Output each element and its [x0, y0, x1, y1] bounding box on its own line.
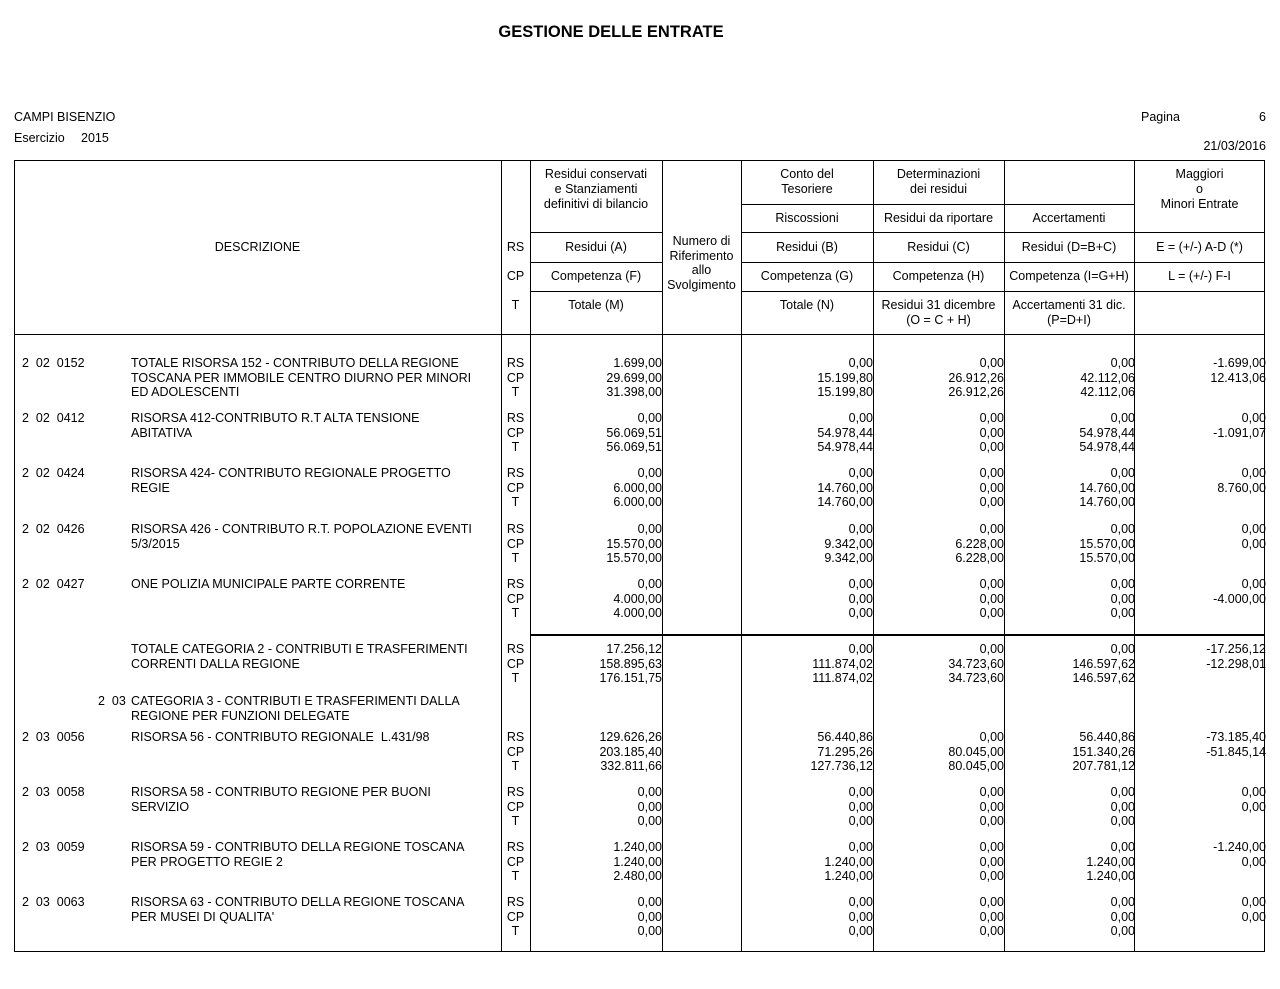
row-value-b: 0,00	[848, 411, 873, 425]
row-value-b: 0,00	[848, 799, 873, 814]
row-type-label: T	[511, 606, 520, 621]
header-rule	[741, 204, 1134, 205]
row-type-label: RS	[506, 356, 525, 370]
row-description: PER PROGETTO REGIE 2	[131, 854, 283, 869]
row-value-e: -1.699,00	[1213, 356, 1266, 370]
row-description: TOTALE CATEGORIA 2 - CONTRIBUTI E TRASFERIMENTI	[131, 642, 468, 656]
header-line: definitivi di bilancio	[543, 197, 649, 211]
row-value-d: 56.440,86	[1079, 730, 1135, 744]
header-line: Riferimento	[669, 248, 734, 263]
row-type-label: T	[511, 440, 520, 455]
row-value-c: 80.045,00	[948, 744, 1004, 759]
row-type-label: T	[511, 924, 520, 939]
row-value-a: 2.480,00	[613, 869, 662, 884]
row-value-c: 0,00	[979, 591, 1004, 606]
row-description: REGIE	[131, 480, 170, 495]
row-value-b: 15.199,80	[817, 370, 873, 385]
row-value-a: 0,00	[637, 814, 662, 829]
row-value-b: 56.440,86	[817, 730, 873, 744]
row-type-label: RS	[506, 895, 525, 909]
row-value-e: -4.000,00	[1213, 591, 1266, 606]
row-value-b: 0,00	[848, 577, 873, 591]
row-value-a: 0,00	[637, 895, 662, 909]
header-cp: CP	[506, 269, 525, 283]
header-rule	[741, 232, 1265, 233]
row-value-b: 14.760,00	[817, 495, 873, 510]
row-value-d: 1.240,00	[1086, 869, 1135, 884]
row-description: RISORSA 63 - CONTRIBUTO DELLA REGIONE TOSCANA	[131, 895, 465, 909]
header-formula-e: E = (+/-) A-D (*)	[1156, 240, 1243, 254]
row-value-c: 0,00	[979, 840, 1004, 854]
row-value-b: 1.240,00	[824, 869, 873, 884]
header-rule	[530, 262, 662, 263]
header-line: Residui 31 dicembre	[881, 298, 996, 312]
row-type-label: CP	[506, 909, 525, 924]
row-value-e: 0,00	[1241, 799, 1266, 814]
row-type-label: CP	[506, 799, 525, 814]
row-value-c: 0,00	[979, 577, 1004, 591]
header-line: Tesoriere	[781, 182, 833, 196]
row-type-label: CP	[506, 591, 525, 606]
row-code: 2 03 0056	[22, 730, 85, 744]
row-type-label: T	[511, 385, 520, 400]
header-line: o	[1196, 182, 1203, 196]
header-line: (P=D+I)	[1047, 313, 1091, 327]
row-value-c: 0,00	[979, 606, 1004, 621]
header-totale-m: Totale (M)	[568, 298, 624, 312]
row-type-label: RS	[506, 730, 525, 744]
header-line: dei residui	[910, 182, 967, 196]
category-title-line: CATEGORIA 3 - CONTRIBUTI E TRASFERIMENTI DALLA	[131, 694, 460, 708]
row-type-label: T	[511, 551, 520, 566]
row-value-c: 0,00	[979, 466, 1004, 480]
row-value-d: 54.978,44	[1079, 440, 1135, 455]
header-competenza-i: Competenza (I=G+H)	[1009, 269, 1129, 283]
header-bottom-rule	[14, 334, 1265, 335]
row-value-c: 0,00	[979, 730, 1004, 744]
row-description: ED ADOLESCENTI	[131, 385, 240, 400]
row-value-b: 9.342,00	[824, 536, 873, 551]
row-type-label: CP	[506, 656, 525, 671]
row-value-d: 0,00	[1110, 577, 1135, 591]
row-code: 2 02 0427	[22, 577, 85, 591]
row-value-e: -17.256,12	[1206, 642, 1266, 656]
row-value-d: 146.597,62	[1072, 671, 1135, 686]
row-value-b: 1.240,00	[824, 854, 873, 869]
row-value-d: 0,00	[1110, 924, 1135, 939]
row-value-b: 111.874,02	[812, 656, 873, 671]
row-value-a: 4.000,00	[613, 606, 662, 621]
row-value-a: 332.811,66	[600, 759, 662, 774]
exercise-year: 2015	[81, 131, 109, 145]
row-value-d: 0,00	[1110, 840, 1135, 854]
report-date: 21/03/2016	[1203, 139, 1266, 153]
row-type-label: RS	[506, 577, 525, 591]
category-title-line: REGIONE PER FUNZIONI DELEGATE	[131, 708, 350, 723]
row-value-e: 0,00	[1241, 411, 1266, 425]
row-value-e: -12.298,01	[1206, 656, 1266, 671]
row-description: CORRENTI DALLA REGIONE	[131, 656, 300, 671]
header-formula-l: L = (+/-) F-I	[1168, 269, 1231, 283]
row-value-a: 15.570,00	[606, 536, 662, 551]
row-value-c: 34.723,60	[948, 656, 1004, 671]
header-maggiori-minori	[1134, 167, 1265, 212]
row-description: RISORSA 424- CONTRIBUTO REGIONALE PROGETTO	[131, 466, 451, 480]
header-residui-31	[873, 298, 1004, 328]
row-value-b: 0,00	[848, 522, 873, 536]
total-rule	[530, 634, 1265, 636]
row-value-a: 56.069,51	[606, 440, 662, 455]
header-accertamenti-31	[1004, 298, 1134, 328]
row-value-d: 0,00	[1110, 411, 1135, 425]
row-type-label: T	[511, 869, 520, 884]
row-description: 5/3/2015	[131, 536, 180, 551]
row-value-a: 1.240,00	[613, 854, 662, 869]
row-description: RISORSA 412-CONTRIBUTO R.T ALTA TENSIONE	[131, 411, 420, 425]
row-value-c: 0,00	[979, 869, 1004, 884]
row-code: 2 02 0424	[22, 466, 85, 480]
row-description: RISORSA 56 - CONTRIBUTO REGIONALE L.431/98	[131, 730, 430, 744]
row-value-e: 0,00	[1241, 854, 1266, 869]
row-value-a: 0,00	[637, 909, 662, 924]
row-code: 2 02 0426	[22, 522, 85, 536]
header-line: Minori Entrate	[1160, 197, 1239, 211]
page-number: 6	[1259, 110, 1266, 124]
row-type-label: RS	[506, 411, 525, 425]
row-value-e: 0,00	[1241, 785, 1266, 799]
header-numero-riferimento	[662, 234, 741, 292]
row-value-b: 9.342,00	[824, 551, 873, 566]
row-value-d: 0,00	[1110, 785, 1135, 799]
row-value-a: 1.240,00	[613, 840, 662, 854]
row-value-b: 0,00	[848, 909, 873, 924]
header-conto-tesoriere	[741, 167, 873, 197]
row-value-d: 0,00	[1110, 799, 1135, 814]
row-value-d: 207.781,12	[1072, 759, 1135, 774]
row-value-e: -1.091,07	[1213, 425, 1266, 440]
header-rule	[741, 262, 1265, 263]
row-code: 2 03 0063	[22, 895, 85, 909]
row-value-b: 0,00	[848, 466, 873, 480]
row-value-c: 34.723,60	[948, 671, 1004, 686]
header-t: T	[511, 298, 520, 312]
row-description: TOTALE RISORSA 152 - CONTRIBUTO DELLA REGIONE	[131, 356, 459, 370]
row-value-a: 17.256,12	[606, 642, 662, 656]
row-value-c: 0,00	[979, 799, 1004, 814]
header-rule	[741, 291, 1265, 292]
header-residui-conservati	[530, 167, 662, 212]
row-value-d: 15.570,00	[1079, 551, 1135, 566]
row-value-d: 14.760,00	[1079, 495, 1135, 510]
row-value-a: 0,00	[637, 411, 662, 425]
row-value-a: 0,00	[637, 924, 662, 939]
row-value-b: 54.978,44	[817, 440, 873, 455]
row-value-e: 0,00	[1241, 895, 1266, 909]
row-value-c: 0,00	[979, 522, 1004, 536]
row-value-b: 127.736,12	[810, 759, 873, 774]
page-label: Pagina	[1141, 110, 1180, 124]
row-description: RISORSA 426 - CONTRIBUTO R.T. POPOLAZIONE EVENTI	[131, 522, 472, 536]
row-code: 2 02 0152	[22, 356, 85, 370]
row-value-c: 6.228,00	[955, 536, 1004, 551]
row-value-e: -51.845,14	[1206, 744, 1266, 759]
header-line: (O = C + H)	[906, 313, 971, 327]
category-code: 2 03	[98, 694, 126, 708]
row-value-e: 0,00	[1241, 909, 1266, 924]
row-description: ONE POLIZIA MUNICIPALE PARTE CORRENTE	[131, 577, 406, 591]
row-value-d: 0,00	[1110, 606, 1135, 621]
row-code: 2 03 0058	[22, 785, 85, 799]
header-residui-c: Residui (C)	[907, 240, 970, 254]
row-value-e: 12.413,06	[1210, 370, 1266, 385]
row-value-d: 42.112,06	[1080, 370, 1135, 385]
header-rule	[530, 291, 662, 292]
row-value-e: -73.185,40	[1206, 730, 1266, 744]
row-value-d: 54.978,44	[1079, 425, 1135, 440]
row-value-d: 1.240,00	[1086, 854, 1135, 869]
row-value-c: 0,00	[979, 495, 1004, 510]
row-value-b: 0,00	[848, 924, 873, 939]
row-value-d: 0,00	[1110, 466, 1135, 480]
header-competenza-f: Competenza (F)	[550, 269, 642, 283]
row-description: SERVIZIO	[131, 799, 190, 814]
row-description: RISORSA 59 - CONTRIBUTO DELLA REGIONE TOSCANA	[131, 840, 465, 854]
row-value-a: 29.699,00	[606, 370, 662, 385]
row-value-a: 0,00	[637, 799, 662, 814]
header-descrizione: DESCRIZIONE	[214, 240, 301, 254]
row-value-b: 15.199,80	[817, 385, 873, 400]
header-line: Svolgimento	[667, 277, 736, 292]
header-line: Determinazioni	[896, 167, 981, 181]
row-value-c: 26.912,26	[948, 370, 1004, 385]
row-value-b: 111.874,02	[812, 671, 873, 686]
header-residui-b: Residui (B)	[776, 240, 838, 254]
row-value-a: 4.000,00	[613, 591, 662, 606]
row-value-c: 0,00	[979, 440, 1004, 455]
row-value-d: 0,00	[1110, 642, 1135, 656]
row-value-d: 151.340,26	[1072, 744, 1135, 759]
row-type-label: CP	[506, 744, 525, 759]
row-value-c: 0,00	[979, 642, 1004, 656]
row-type-label: RS	[506, 642, 525, 656]
page-title: GESTIONE DELLE ENTRATE	[498, 23, 724, 41]
row-value-a: 31.398,00	[606, 385, 662, 400]
row-description: ABITATIVA	[131, 425, 193, 440]
row-value-a: 56.069,51	[606, 425, 662, 440]
row-value-a: 6.000,00	[613, 480, 662, 495]
row-value-c: 0,00	[979, 411, 1004, 425]
row-value-b: 0,00	[848, 591, 873, 606]
header-residui-da-riportare: Residui da riportare	[883, 211, 994, 225]
row-code: 2 03 0059	[22, 840, 85, 854]
row-value-d: 0,00	[1110, 814, 1135, 829]
row-value-b: 0,00	[848, 785, 873, 799]
header-residui-a: Residui (A)	[565, 240, 627, 254]
row-type-label: CP	[506, 536, 525, 551]
row-type-label: CP	[506, 854, 525, 869]
row-value-a: 0,00	[637, 522, 662, 536]
entity-name: CAMPI BISENZIO	[14, 110, 116, 124]
row-value-d: 14.760,00	[1079, 480, 1135, 495]
row-type-label: T	[511, 495, 520, 510]
row-value-d: 15.570,00	[1079, 536, 1135, 551]
row-value-c: 0,00	[979, 924, 1004, 939]
row-value-d: 0,00	[1110, 909, 1135, 924]
row-value-d: 0,00	[1110, 591, 1135, 606]
header-line: Accertamenti 31 dic.	[1012, 298, 1126, 312]
row-value-d: 42.112,06	[1080, 385, 1135, 400]
row-value-c: 80.045,00	[948, 759, 1004, 774]
row-value-c: 0,00	[979, 895, 1004, 909]
row-value-c: 0,00	[979, 785, 1004, 799]
row-type-label: CP	[506, 370, 525, 385]
row-value-a: 203.185,40	[599, 744, 662, 759]
row-value-b: 0,00	[848, 606, 873, 621]
exercise-label: Esercizio	[14, 131, 65, 145]
row-value-c: 0,00	[979, 425, 1004, 440]
row-value-c: 26.912,26	[948, 385, 1004, 400]
row-value-b: 0,00	[848, 895, 873, 909]
row-value-b: 71.295,26	[817, 744, 873, 759]
header-competenza-h: Competenza (H)	[892, 269, 985, 283]
header-accertamenti: Accertamenti	[1032, 211, 1106, 225]
row-value-a: 129.626,26	[599, 730, 662, 744]
row-type-label: T	[511, 671, 520, 686]
row-value-d: 0,00	[1110, 895, 1135, 909]
row-value-e: 0,00	[1241, 577, 1266, 591]
row-value-b: 0,00	[848, 356, 873, 370]
row-value-d: 146.597,62	[1072, 656, 1135, 671]
row-type-label: RS	[506, 522, 525, 536]
row-value-a: 158.895,63	[599, 656, 662, 671]
row-type-label: RS	[506, 840, 525, 854]
row-value-c: 0,00	[979, 814, 1004, 829]
header-line: allo	[691, 263, 712, 277]
row-value-a: 0,00	[637, 577, 662, 591]
row-value-e: 0,00	[1241, 536, 1266, 551]
row-value-e: 0,00	[1241, 522, 1266, 536]
row-value-d: 0,00	[1110, 356, 1135, 370]
row-description: PER MUSEI DI QUALITA'	[131, 909, 275, 924]
row-value-b: 0,00	[848, 642, 873, 656]
row-value-a: 1.699,00	[613, 356, 662, 370]
row-value-b: 54.978,44	[817, 425, 873, 440]
header-competenza-g: Competenza (G)	[760, 269, 854, 283]
row-value-a: 6.000,00	[613, 495, 662, 510]
row-value-d: 0,00	[1110, 522, 1135, 536]
row-value-e: -1.240,00	[1213, 840, 1266, 854]
category-title	[131, 694, 460, 723]
header-line: Residui conservati	[544, 167, 648, 181]
row-value-a: 0,00	[637, 466, 662, 480]
row-value-e: 0,00	[1241, 466, 1266, 480]
row-value-b: 0,00	[848, 840, 873, 854]
header-line: e Stanziamenti	[554, 182, 638, 196]
header-rs: RS	[506, 240, 525, 254]
header-totale-n: Totale (N)	[779, 298, 835, 312]
row-type-label: CP	[506, 425, 525, 440]
row-value-a: 15.570,00	[606, 551, 662, 566]
row-type-label: CP	[506, 480, 525, 495]
header-residui-d: Residui (D=B+C)	[1021, 240, 1117, 254]
row-value-a: 0,00	[637, 785, 662, 799]
row-code: 2 02 0412	[22, 411, 85, 425]
row-type-label: RS	[506, 466, 525, 480]
row-value-c: 0,00	[979, 909, 1004, 924]
row-value-b: 0,00	[848, 814, 873, 829]
row-value-b: 14.760,00	[817, 480, 873, 495]
row-type-label: T	[511, 814, 520, 829]
header-line: Conto del	[780, 167, 834, 181]
header-determinazioni	[873, 167, 1004, 197]
header-rule	[530, 232, 662, 233]
row-value-c: 0,00	[979, 854, 1004, 869]
row-description: RISORSA 58 - CONTRIBUTO REGIONE PER BUONI	[131, 785, 431, 799]
row-value-e: 8.760,00	[1217, 480, 1266, 495]
header-line: Maggiori	[1175, 167, 1224, 181]
row-type-label: T	[511, 759, 520, 774]
row-value-a: 176.151,75	[599, 671, 662, 686]
row-description: TOSCANA PER IMMOBILE CENTRO DIURNO PER MINORI	[131, 370, 472, 385]
row-value-c: 0,00	[979, 480, 1004, 495]
row-type-label: RS	[506, 785, 525, 799]
header-line: Numero di	[672, 234, 731, 248]
row-value-c: 6.228,00	[955, 551, 1004, 566]
row-value-c: 0,00	[979, 356, 1004, 370]
header-riscossioni: Riscossioni	[775, 211, 839, 225]
